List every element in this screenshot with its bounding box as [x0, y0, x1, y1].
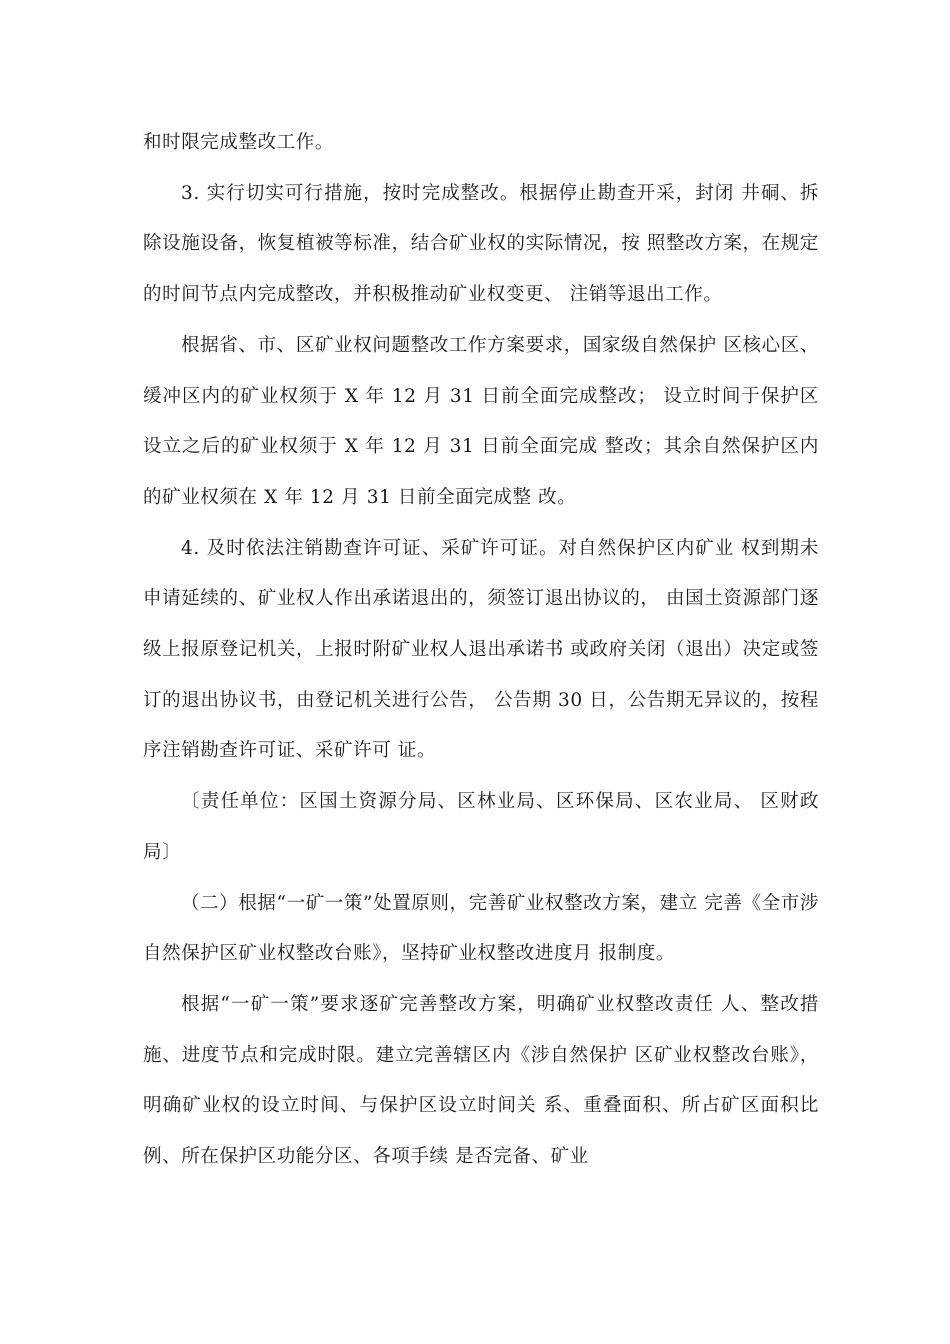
paragraph-2: 3. 实行切实可行措施，按时完成整改。根据停止勘查开采，封闭 井硐、拆除设施设备，恢复植被等标准，结合矿业权的实际情况，按 照整改方案，在规定的时间节点内完成整改，并积极推动矿业权变更、 注销等退出工作。 — [143, 182, 819, 306]
paragraph-5: 〔责任单位：区国土资源分局、区林业局、区环保局、区农业局、 区财政局〕 — [143, 791, 819, 863]
document-body — [143, 118, 819, 1183]
paragraph-3: 根据省、市、区矿业权问题整改工作方案要求，国家级自然保护 区核心区、缓冲区内的矿业权须于 X 年 12 月 31 日前全面完成整改； 设立时间于保护区设立之后的矿业权须于 X 年 12 月 31 日前全面完成 整改；其余自然保护区内的矿业权须在 X 年 12 月 31 日前全面完成整 改。 — [143, 334, 819, 508]
paragraph-4: 4. 及时依法注销勘查许可证、采矿许可证。对自然保护区内矿业 权到期未申请延续的、矿业权人作出承诺退出的，须签订退出协议的， 由国土资源部门逐级上报原登记机关，上报时附矿业权人退出承诺书 或政府关闭（退出）决定或签订的退出协议书，由登记机关进行公告， 公告期 30 日，公告期无异议的，按程序注销勘查许可证、采矿许可 证。 — [143, 537, 819, 762]
paragraph-6: （二）根据“一矿一策”处置原则，完善矿业权整改方案，建立 完善《全市涉自然保护区矿业权整改台账》，坚持矿业权整改进度月 报制度。 — [143, 892, 819, 965]
paragraph-7: 根据“一矿一策”要求逐矿完善整改方案，明确矿业权整改责任 人、整改措施、进度节点和完成时限。建立完善辖区内《涉自然保护 区矿业权整改台账》，明确矿业权的设立时间、与保护区设立时间关 系、重叠面积、所占矿区面积比例、所在保护区功能分区、各项手续 是否完备、矿业 — [143, 993, 819, 1168]
paragraph-1: 和时限完成整改工作。 — [143, 132, 335, 153]
